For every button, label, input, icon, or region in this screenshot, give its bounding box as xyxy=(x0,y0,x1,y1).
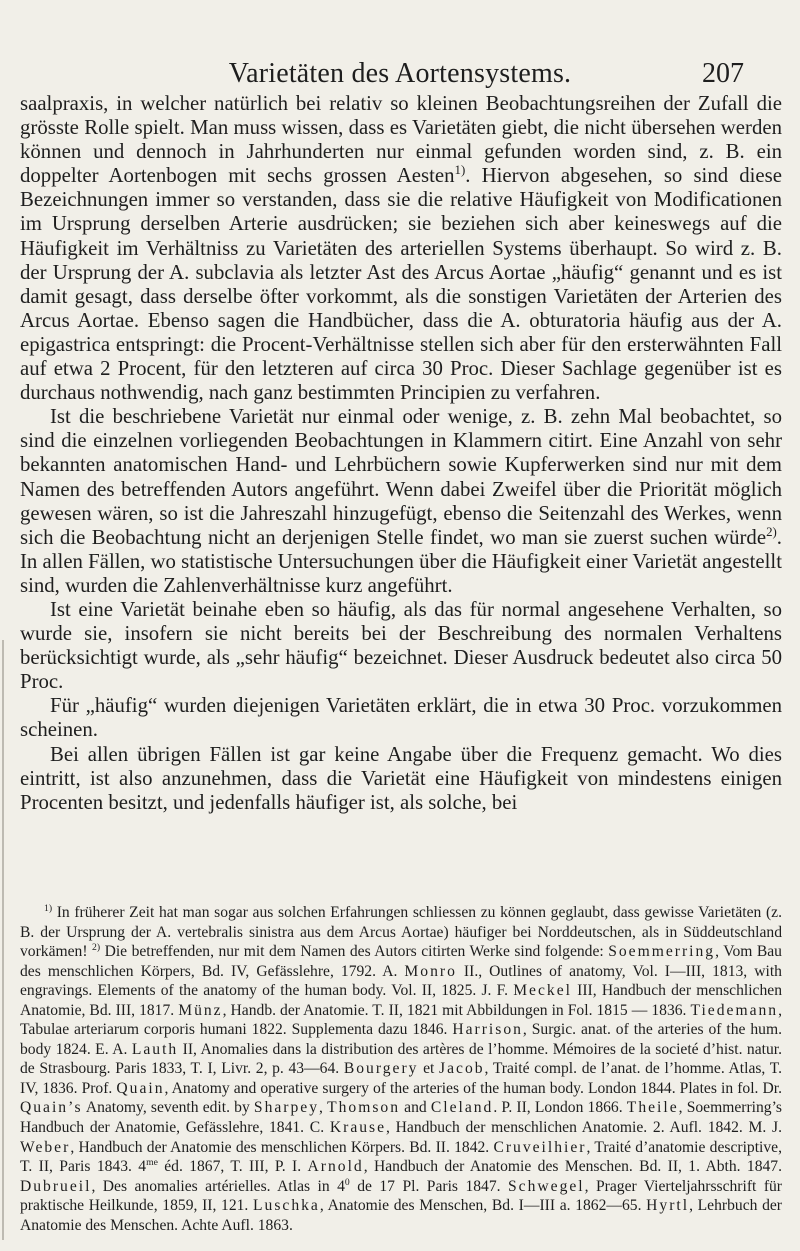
text-run: III, Handbuch der menschlichen Anatomie, Bd. III, 1817. xyxy=(20,982,782,1019)
text-run: II, Anomalies dans la distribution des artères de l’homme. Mémoires de la societé d’hist. natur. de Strasbourg. Paris 1833, T. I, Livr. 2, p. 43—64. xyxy=(20,1040,783,1078)
author-name: Cleland xyxy=(430,1099,494,1117)
text-run: , Handbuch der Anatomie des Menschen. Bd. II, 1. Abth. 1847. xyxy=(363,1158,783,1176)
text-run: , Lehrbuch der Anatomie des Menschen. Achte Aufl. 1863. xyxy=(20,1197,782,1234)
author-name: Weber xyxy=(20,1138,71,1156)
text-run: saalpraxis, in welcher natürlich bei relativ so kleinen Beobachtungsreihen der Zufall die grösste Rolle spielt. Man muss wissen, dass es Varietäten giebt, die nicht übersehen werden können und dennoch in Jahrhunderten nur einmal gefunden worden sind, z. B. ein doppelter Aortenbogen mit sechs grossen Aesten xyxy=(20,92,782,188)
text-run: II., Outlines of anatomy, Vol. I—III, 1813, with engravings. Elements of the anatomy of the human body. Vol. II, 1825. J. F. xyxy=(20,962,782,1000)
paragraph xyxy=(20,92,782,405)
text-run: , Soemmerring’s Handbuch der Anatomie, Gefässlehre, 1841. C. xyxy=(20,1099,782,1137)
text-run: , Des anomalies artérielles. Atlas in 4 xyxy=(91,1177,345,1195)
text-run: , xyxy=(319,1099,328,1117)
author-name: Jacob xyxy=(439,1060,485,1078)
footnote xyxy=(20,903,782,1235)
author-name: Sharpey xyxy=(253,1099,320,1117)
footnote-marker: me xyxy=(146,1156,158,1168)
text-run: , Anatomie des Menschen, Bd. I—III a. 1862—65. xyxy=(319,1197,647,1215)
author-name: Luschka xyxy=(253,1197,320,1215)
author-name: Thomson xyxy=(327,1099,400,1117)
author-name: Meckel xyxy=(513,982,572,1000)
text-run: , Prager Vierteljahrsschrift für praktische Heilkunde, 1859, II, 121. xyxy=(20,1177,783,1215)
text-run: Anatomy, seventh edit. by xyxy=(82,1099,254,1117)
author-name: Tiedemann xyxy=(690,1001,779,1019)
author-name: Bourgery xyxy=(343,1060,419,1078)
author-name: Münz xyxy=(178,1001,223,1019)
text-run: , Tabulae arteriarum corporis humani 1822. Supplementa dazu 1846. xyxy=(20,1001,782,1039)
text-run: . P. II, London 1866. xyxy=(493,1099,627,1117)
author-name: Quain’s xyxy=(20,1099,83,1117)
text-run: Ist die beschriebene Varietät nur einmal oder wenige, z. B. zehn Mal beobachtet, so sind die einzelnen vorliegenden Beobachtungen in Klammern citirt. Eine Anzahl von sehr bekannten anatomischen Hand- und Lehrbüchern sowie Kupferwerken sind nur mit dem Namen des betreffenden Autors angeführt. Wenn dabei Zweifel über die Priorität möglich gewesen wären, so ist die Jahreszahl hinzugefügt, ebenso die Seitenzahl des Werkes, wenn sich die Beobachtung nicht an derjenigen Stelle findet, wo man sie zuerst suchen würde xyxy=(20,405,782,549)
text-run: , Anatomy and operative surgery of the arteries of the human body. London 1844. Plates in fol. Dr. xyxy=(164,1079,782,1097)
footnote-marker: 2) xyxy=(92,941,101,953)
body-text xyxy=(20,92,782,815)
text-run: , Surgic. anat. of the arteries of the hum. body 1824. E. A. xyxy=(20,1021,782,1058)
footnote-marker: 2) xyxy=(766,524,777,539)
text-run: , Vom Bau des menschlichen Körpers, Bd. IV, Gefässlehre, 1792. A. xyxy=(20,943,782,980)
author-name: Monro xyxy=(404,962,457,980)
author-name: Arnold xyxy=(307,1158,364,1176)
footnote-marker: 1) xyxy=(44,902,53,914)
author-name: Cruveilhier xyxy=(493,1138,587,1156)
text-run: . In allen Fällen, wo statistische Untersuchungen über die Häufigkeit einer Varietät angestellt sind, wurden die Zahlenverhältnisse kurz angeführt. xyxy=(20,525,782,597)
text-run: Die betreffenden, nur mit dem Namen des Autors citirten Werke sind folgende: xyxy=(100,943,609,961)
text-run: éd. 1867, T. III, P. I. xyxy=(157,1158,308,1176)
text-run: and xyxy=(400,1099,431,1117)
paragraph xyxy=(20,598,782,694)
author-name: Lauth xyxy=(131,1040,179,1058)
author-name: Quain xyxy=(116,1079,165,1097)
text-run: Für „häufig“ wurden diejenigen Varietäten erklärt, die in etwa 30 Proc. vorzukommen scheinen. xyxy=(20,694,782,742)
text-run: , Handbuch der Anatomie des menschlichen Körpers. Bd. II. 1842. xyxy=(70,1138,494,1156)
text-run: In früherer Zeit hat man sogar aus solchen Erfahrungen schliessen zu können geglaubt, dass gewisse Varietäten (z. B. der Ursprung der A. vertebralis sinistra aus dem Arcus Aortae) häufiger bei Norddeutschen, als in Süddeutschland vorkämen! xyxy=(20,904,782,961)
author-name: Harrison xyxy=(452,1021,523,1039)
scan-edge-shadow xyxy=(2,640,4,1240)
page-header xyxy=(0,58,800,88)
author-name: Schwegel xyxy=(508,1177,585,1195)
text-run: , Traité compl. de l’anat. de l’homme. Atlas, T. IV, 1836. Prof. xyxy=(20,1060,782,1097)
author-name: Theile xyxy=(626,1099,679,1117)
text-run: . Hiervon abgesehen, so sind diese Bezeichnungen immer so verstanden, dass sie die relative Häufigkeit von Modificationen im Ursprung derselben Arterie ausdrücken; sie beziehen sich aber keineswegs auf die Häufigkeit im Verhältniss zu Varietäten des arteriellen Systems überhaupt. So wird z. B. der Ursprung der A. subclavia als letzter Ast des Arcus Aortae „häufig“ genannt und es ist damit gesagt, dass derselbe öfter vorkommt, als die sonstigen Varietäten der Arterien des Arcus Aortae. Ebenso sagen die Handbücher, dass die A. obturatoria häufig aus der A. epigastrica entspringt: die Procent-Verhältnisse stellen sich aber für den ersterwähnten Fall auf etwa 2 Procent, für den letzteren auf circa 30 Proc. Dieser Sachlage gegenüber ist es durchaus nothwendig, nach ganz bestimmten Principien zu verfahren. xyxy=(20,164,782,405)
paragraph xyxy=(20,694,782,742)
text-run: de 17 Pl. Paris 1847. xyxy=(349,1177,508,1195)
footnotes xyxy=(20,903,782,1235)
page-number: 207 xyxy=(702,58,744,89)
footnote-marker: 0 xyxy=(344,1176,350,1188)
text-run: , Handbuch der menschlichen Anatomie. 2. Aufl. 1842. M. J. xyxy=(386,1119,782,1137)
paragraph xyxy=(20,743,782,815)
running-title: Varietäten des Aortensystems. xyxy=(228,58,572,89)
author-name: Dubrueil xyxy=(20,1177,92,1195)
author-name: Hyrtl xyxy=(646,1197,690,1215)
footnote-marker: 1) xyxy=(454,163,466,178)
author-name: Krause xyxy=(329,1119,387,1137)
text-run: , Handb. der Anatomie. T. II, 1821 mit Abbildungen in Fol. 1815 — 1836. xyxy=(222,1001,691,1019)
text-run: , Traité d’anatomie descriptive, T. II, Paris 1843. 4 xyxy=(20,1138,782,1176)
paragraph xyxy=(20,405,782,598)
author-name: Soemmerring xyxy=(608,943,716,961)
text-run: Ist eine Varietät beinahe eben so häufig, als das für normal angesehene Verhalten, so wurde sie, insofern sie nicht bereits bei der Beschreibung des normalen Verhaltens berücksichtigt wurde, als „sehr häufig“ bezeichnet. Dieser Ausdruck bedeutet also circa 50 Proc. xyxy=(20,597,782,694)
text-run: et xyxy=(418,1060,440,1078)
text-run: Bei allen übrigen Fällen ist gar keine Angabe über die Frequenz gemacht. Wo dies eintritt, ist also anzunehmen, dass die Varietät eine Häufigkeit von mindestens einigen Procenten besitzt, und jedenfalls häufiger ist, als solche, bei xyxy=(20,742,782,814)
